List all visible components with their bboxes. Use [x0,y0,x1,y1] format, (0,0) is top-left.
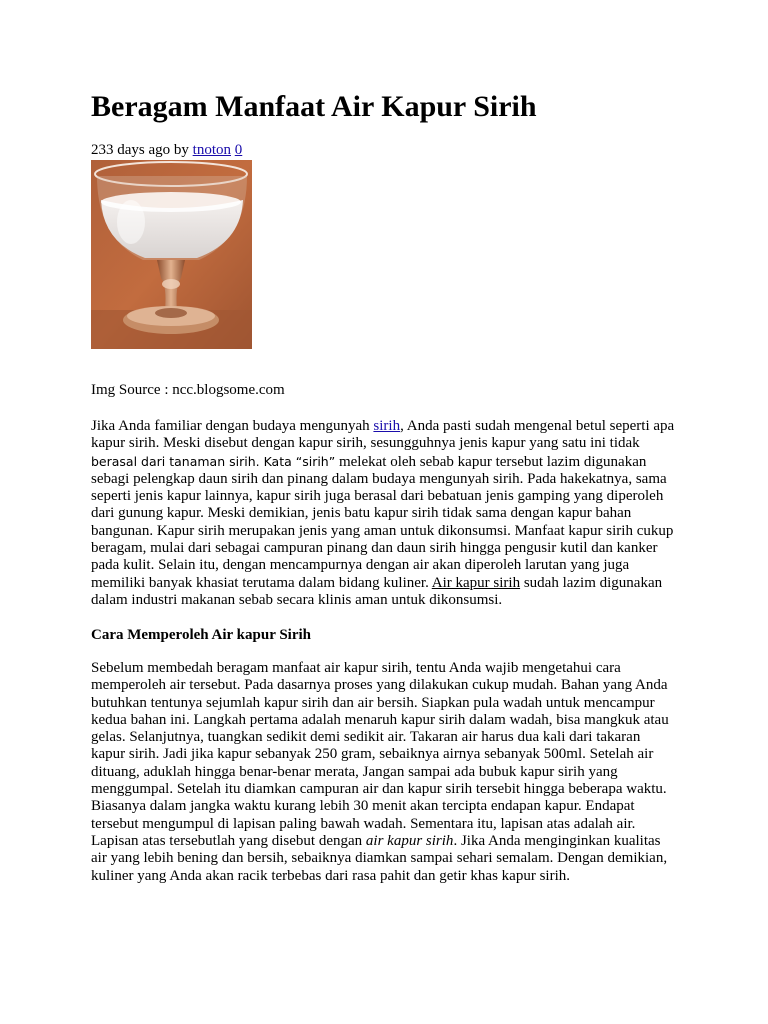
text-line: gelas. Selanjutnya, tuangkan sedikit demi sedikit air. Takaran air harus dua kali dari takaran [91,729,641,746]
text-line: kedua bahan ini. Langkah pertama adalah menaruh kapur sirih dalam wadah, bisa mangkuk atau [91,711,669,728]
section-heading: Cara Memperoleh Air kapur Sirih [91,627,312,643]
text-line: memperoleh air tersebut. Pada dasarnya proses yang dilakukan cukup mudah. Bahan yang Anda [91,677,668,694]
text-line: bangunan. Kapur sirih merupakan jenis yang aman untuk dikonsumsi. Manfaat kapur sirih cukup [91,522,674,539]
article-title: Beragam Manfaat Air Kapur Sirih [91,90,537,123]
intro-paragraph [91,418,691,609]
sirih-link[interactable]: sirih [373,418,401,434]
glass-photo [91,160,252,349]
text-line: kuliner yang Anda akan racik terbebas dari rasa pahit dan getir khas kapur sirih. [91,867,570,884]
article-meta [91,141,242,159]
text-line: kapur sirih. Meski disebut dengan kapur sirih, sesungguhnya jenis kapur yang satu ini tidak [91,435,640,452]
text-line: Jika Anda familiar dengan budaya mengunyah sirih, Anda pasti sudah mengenal betul seperti apa [91,418,675,434]
text-line: memiliki banyak khasiat terutama dalam bidang kuliner. Air kapur sirih sudah lazim digunakan [91,574,663,591]
text-line: pada kulit. Selain itu, dengan mencampurnya dengan air akan diperoleh larutan yang juga [91,557,630,574]
image-source-caption: Img Source : ncc.blogsome.com [91,382,285,398]
text-line: Biasanya dalam jangka waktu kurang lebih 30 menit akan tercipta endapan kapur. Endapat [91,798,635,815]
text-line: beragam, mulai dari sebagai campuran pinang dan daun sirih hingga pengusir kutil dan kanker [91,540,658,557]
text-line: berasal dari tanaman sirih. Kata “sirih” melekat oleh sebab kapur tersebut lazim digunakan [91,453,647,470]
text-line: Sebelum membedah beragam manfaat air kapur sirih, tentu Anda wajib mengetahui cara [91,660,621,676]
text-line: dalam industri makanan sebab secara klinis aman untuk dikonsumsi. [91,591,503,608]
text-line: air yang lebih bening dan bersih, sebaiknya diamkan sampai sehari semalam. Dengan demikian, [91,850,668,867]
text-line: kapur sirih. Jadi jika kapur sebanyak 250 gram, sebaiknya airnya sebanyak 500ml. Setelah air [91,746,654,763]
post-age: 233 days ago by [91,142,189,158]
air-kapur-sirih-link[interactable]: Air kapur sirih [431,574,521,591]
text-line: menggumpal. Setelah itu diamkan campuran air dan kapur sirih tersebit hingga beberapa waktu. [91,781,667,798]
body-paragraph [91,660,691,885]
text-line: dari gunung kapur. Meski demikian, jenis batu kapur sirih tidak sama dengan kapur bahan [91,505,632,522]
text-line: sebagi pelengkap daun sirih dan pinang dalam budaya mengunyah sirih. Pada hakekatnya, sama [91,470,667,487]
text-line: seperti jenis kapur lainnya, kapur sirih juga berasal dari bebatuan jenis gamping yang diperoleh [91,488,664,505]
emphasis-air-kapur-sirih: air kapur sirih [365,832,454,849]
text-line: butuhkan tentunya sejumlah kapur sirih dan air bersih. Siapkan pula wadah untuk mencampur [91,694,655,711]
text-line: Lapisan atas tersebutlah yang disebut dengan air kapur sirih. Jika Anda menginginkan kualitas [91,832,661,849]
article-image [91,160,252,349]
text-line: dituang, aduklah hingga benar-benar merata, Jangan sampai ada bubuk kapur sirih yang [91,763,618,780]
comment-count-link[interactable]: 0 [234,142,243,158]
text-line: tersebut mengumpul di lapisan paling bawah wadah. Sementara itu, lapisan atas adalah air. [91,815,636,832]
author-link[interactable]: tnoton [192,142,231,158]
